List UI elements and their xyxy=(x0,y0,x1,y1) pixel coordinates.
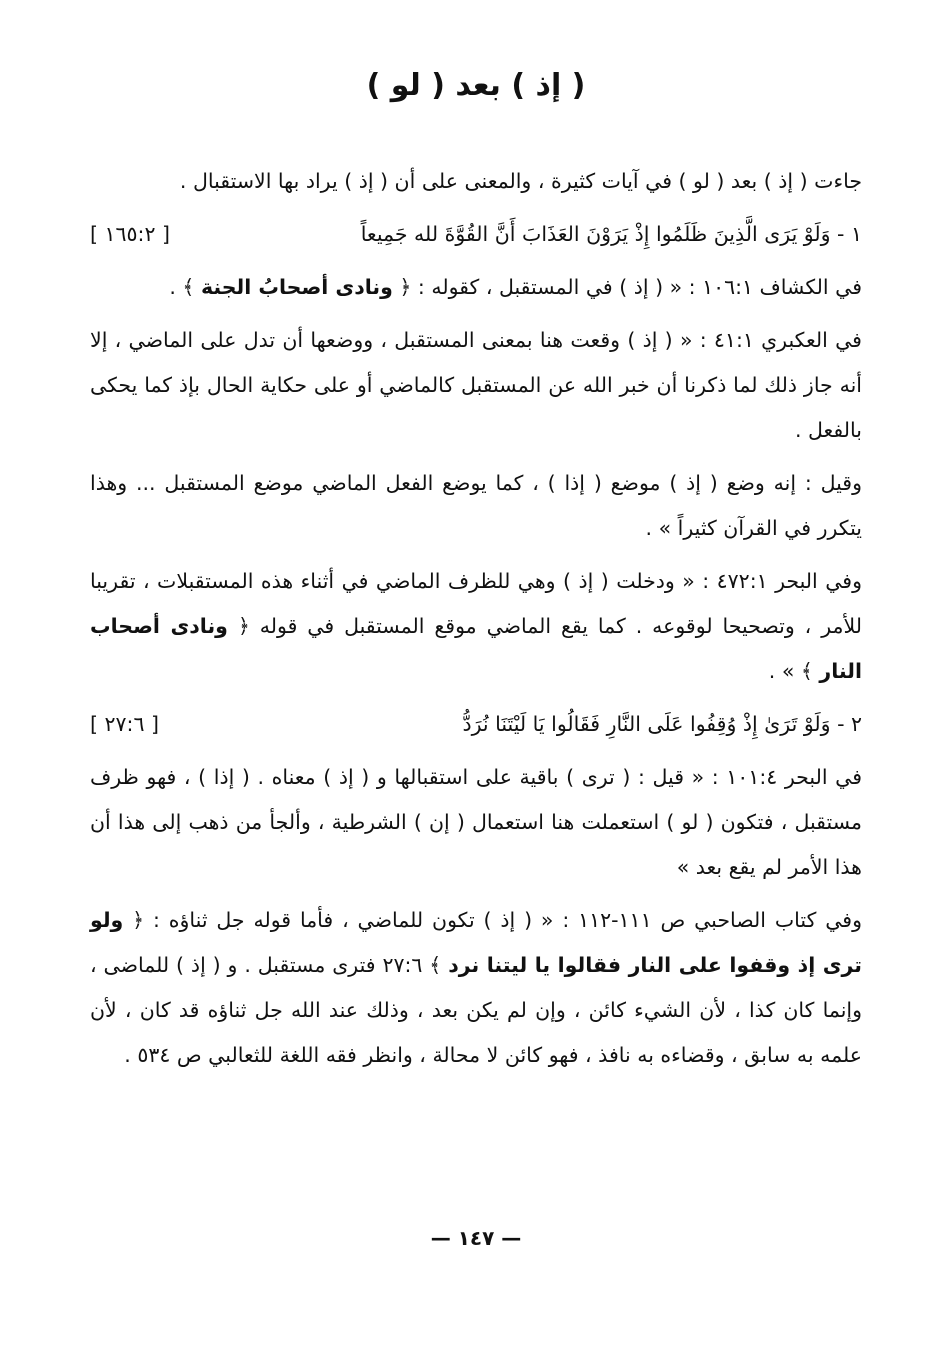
intro-paragraph: جاءت ( إذ ) بعد ( لو ) في آيات كثيرة ، والمعنى على أن ( إذ ) يراد بها الاستقبال . xyxy=(179,169,862,193)
sahibi-paragraph xyxy=(90,898,862,1078)
sahibi-end: ﴾ ٢٧:٦ فترى مستقبل . و ( إذ ) للماضى ، وإنما كان كذا ، لأن الشيء كائن ، وإن لم يكن بعد ، وذلك عند الله جل ثناؤه قد كان ، لأن علمه به سابق ، وقضاءه به نافذ ، فهو كائن لا محالة ، وانظر فقه اللغة للثعالبي ص ٥٣٤ . xyxy=(90,953,862,1067)
page-body xyxy=(90,159,862,1078)
verse-2 xyxy=(90,702,862,747)
verse-2-text: ٢ - وَلَوْ تَرَىٰ إِذْ وُقِفُوا عَلَى النَّارِ فَقَالُوا يَا لَيْتَنَا نُرَدُّ xyxy=(462,712,862,736)
page-number: — ١٤٧ — xyxy=(430,1226,522,1250)
page-title: ( إذ ) بعد ( لو ) xyxy=(366,68,586,103)
akbari-paragraph: في العكبري ٤١:١ : « ( إذ ) وقعت هنا بمعنى المستقبل ، ووضعها أن تدل على الماضي ، إلا أنه جاز ذلك لما ذكرنا أن خبر الله عن المستقبل كالماضي أو على حكاية الحال بإذ كما يحكى بالفعل . xyxy=(90,328,862,442)
qeel-paragraph: وقيل : إنه وضع ( إذ ) موضع ( إذا ) ، كما يوضع الفعل الماضي موضع المستقبل ... وهذا يتكرر في القرآن كثيراً » . xyxy=(90,471,862,540)
bahr-paragraph-2: في البحر ١٠١:٤ : « قيل : ( ترى ) باقية على استقبالها و ( إذ ) معناه . ( إذا ) ، فهو ظرف مستقبل ، فتكون ( لو ) استعملت هنا استعمال ( إن ) الشرطية ، وألجأ من ذهب إلى هذا أن هذا الأمر لم يقع بعد » xyxy=(90,765,863,879)
verse-2-reference: [ ٢٧:٦ ] xyxy=(90,712,159,736)
verse-1-text: ١ - وَلَوْ يَرَى الَّذِينَ ظَلَمُوا إِذْ يَرَوْنَ العَذَابَ أَنَّ القُوَّةَ لله جَمِيعاً xyxy=(360,222,862,246)
sahibi-text: وفي كتاب الصاحبي ص ١١١-١١٢ : « ( إذ ) تكون للماضي ، فأما قوله جل ثناؤه : ﴿ xyxy=(123,908,862,932)
verse-1-reference: [ ١٦٥:٢ ] xyxy=(90,222,170,246)
bahr-1-text: وفي البحر ٤٧٢:١ : « ودخلت ( إذ ) وهي للظرف الماضي في أثناء هذه المستقبلات ، تقريبا للأمر ، وتصحيحا لوقوعه . كما يقع الماضي موقع المستقبل في قوله ﴿ xyxy=(90,569,862,638)
kashaf-text: في الكشاف ١٠٦:١ : « ( إذ ) في المستقبل ، كقوله : ﴿ xyxy=(392,275,862,299)
bahr-1-end: ﴾ » . xyxy=(768,659,820,683)
sahibi-quote: ولو ترى إذ وقفوا على النار فقالوا يا ليتنا نرد xyxy=(90,908,862,977)
verse-1 xyxy=(90,212,862,257)
kashaf-end: ﴾ . xyxy=(169,275,201,299)
kashaf-paragraph xyxy=(90,265,862,310)
kashaf-quote: ونادى أصحابُ الجنة xyxy=(200,275,393,299)
bahr-paragraph-1 xyxy=(90,559,862,694)
bahr-1-quote: ونادى أصحاب النار xyxy=(90,614,862,683)
